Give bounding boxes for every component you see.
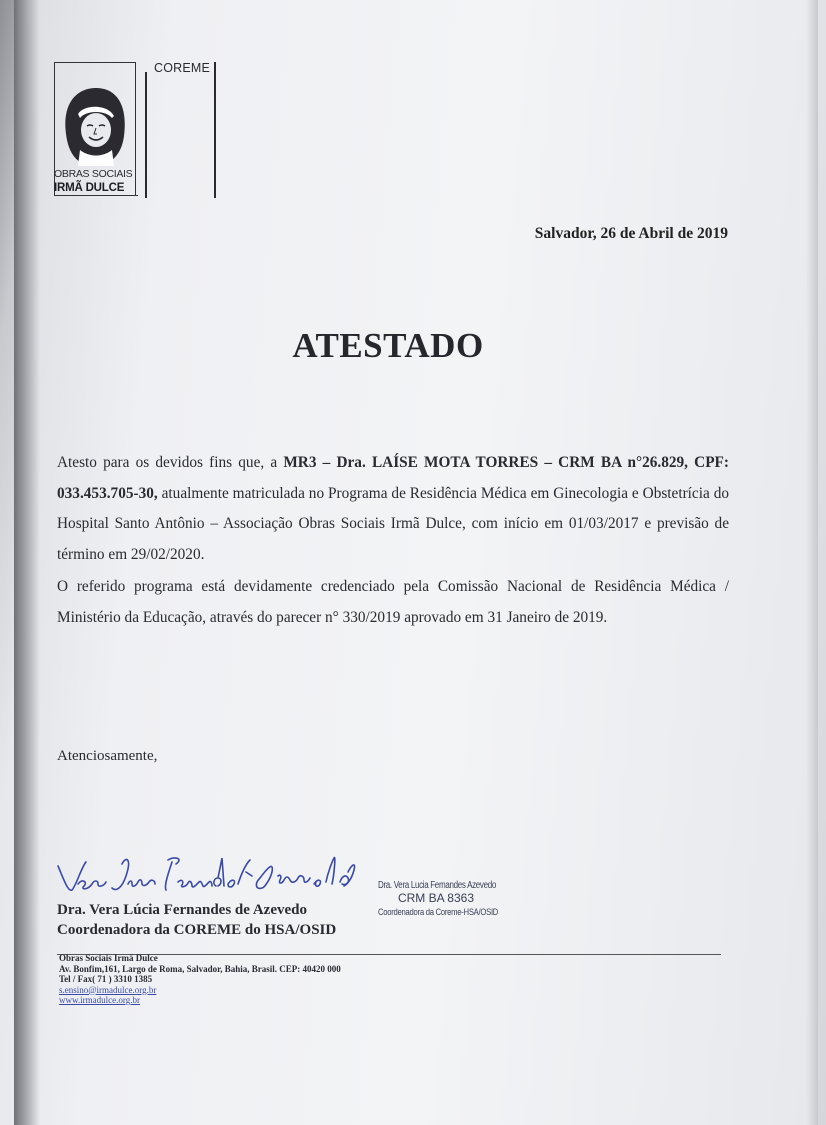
closing-salutation: Atenciosamente, <box>57 748 158 764</box>
stamp-crm: CRM BA 8363 <box>397 891 475 905</box>
attestation-intro: Atesto para os devidos fins que, a <box>57 454 284 471</box>
institution-logo <box>54 62 224 202</box>
stamp-name: Dra. Vera Lucia Fernandes Azevedo <box>378 880 496 891</box>
logo-divider <box>145 72 147 198</box>
document-date: Salvador, 26 de Abril de 2019 <box>534 225 728 242</box>
paragraph-accreditation: O referido programa está devidamente credenciado pela Comissão Nacional de Residência Médica / Ministério da Educação, através do parecer n° 330/2019 aprovado em 31 Janeiro de 2019. <box>57 578 729 626</box>
signatory <box>57 900 336 940</box>
page-right-shadow <box>806 0 818 1125</box>
signatory-name: Dra. Vera Lúcia Fernandes de Azevedo <box>57 902 307 918</box>
logo-text-obras-sociais: OBRAS SOCIAIS <box>54 168 133 180</box>
department-label: COREME <box>154 61 211 75</box>
signatory-role: Coordenadora da COREME do HSA/OSID <box>57 922 337 938</box>
footer <box>59 953 341 1006</box>
footer-org: Obras Sociais Irmã Dulce <box>59 953 158 963</box>
footer-address: Av. Bonfim,161, Largo de Roma, Salvador, Bahia, Brasil. CEP: 40420 000 <box>59 963 341 974</box>
nun-portrait-icon <box>56 74 132 174</box>
document-title: ATESTADO <box>292 326 484 365</box>
stamp-role: Coordenadora da Coreme-HSA/OSID <box>378 907 499 917</box>
paragraph-attestation <box>57 448 729 570</box>
document-body <box>57 448 729 633</box>
footer-phone: Tel / Fax( 71 ) 3310 1385 <box>59 974 153 984</box>
logo-divider-right <box>214 62 216 198</box>
footer-email-link[interactable]: s.ensino@irmadulce.org.br <box>59 984 157 995</box>
page-edge-shadow <box>14 0 40 1125</box>
official-stamp <box>378 880 518 917</box>
footer-website-link[interactable]: www.irmadulce.org.br <box>59 995 140 1005</box>
logo-text-irma-dulce: IRMÃ DULCE <box>54 182 138 196</box>
handwritten-signature <box>56 852 396 902</box>
resident-identification: MR3 – Dra. LAÍSE MOTA TORRES – CRM BA n°26.829, CPF: 033.453.705-30, <box>57 454 729 502</box>
attestation-details: atualmente matriculada no Programa de Residência Médica em Ginecologia e Obstetrícia do Hospital Santo Antônio – Associação Obras Sociais Irmã Dulce, com início em 01/03/2017 e previsão de término em 29/02/2020. <box>57 484 729 563</box>
